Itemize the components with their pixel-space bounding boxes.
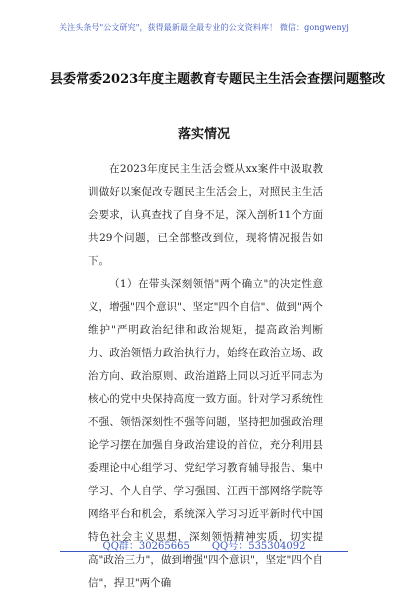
document-body: [88, 158, 323, 595]
footer-contact: [0, 537, 408, 552]
paragraph-intro: 在2023年度民主生活会暨从xx案件中汲取教训做好以案促改专题民主生活会上，对照民主生活会要求，认真查找了自身不足，深入剖析11个方面共29个问题，已全部整改到位，现将情况报告如下。: [88, 163, 323, 267]
document-title-line-1: 县委常委2023年度主题教育专题民主生活会查摆问题整改: [50, 72, 386, 87]
document-title-line-2: 落实情况: [177, 127, 230, 142]
footer-divider: [60, 551, 348, 552]
header-notice: 关注头条号"公文研究"，获得最新最全最专业的公文资料库！ 微信：gongwenyj: [59, 23, 349, 32]
paragraph-item-1: （1）在带头深刻领悟"两个确立"的决定性意义，增强"四个意识"、坚定"四个自信"、做到"两个维护"严明政治纪律和政治规矩，提高政治判断力、政治领悟力政治执行力，始终在政治立场、政治方向、政治原则、政治道路上同以习近平同志为核心的党中央保持高度一致方面。针对学习系统性不强、领悟深刻性不强等问题，坚持把加强政治理论学习摆在加强自身政治建设的首位，充分利用县委理论中心组学习、党纪学习教育辅导报告、集中学习、个人自学、学习强国、江西干部网络学院等网络平台和机会，系统深入学习习近平新时代中国特色社会主义思想，深刻领悟精神实质，切实提高"政治三力"，做到增强"四个意识"，坚定"四个自信"，捍卫"两个确: [88, 278, 323, 589]
footer-qq-group: QQ群：30265665: [102, 541, 190, 552]
footer-qq-number: QQ号：535304092: [211, 541, 306, 552]
